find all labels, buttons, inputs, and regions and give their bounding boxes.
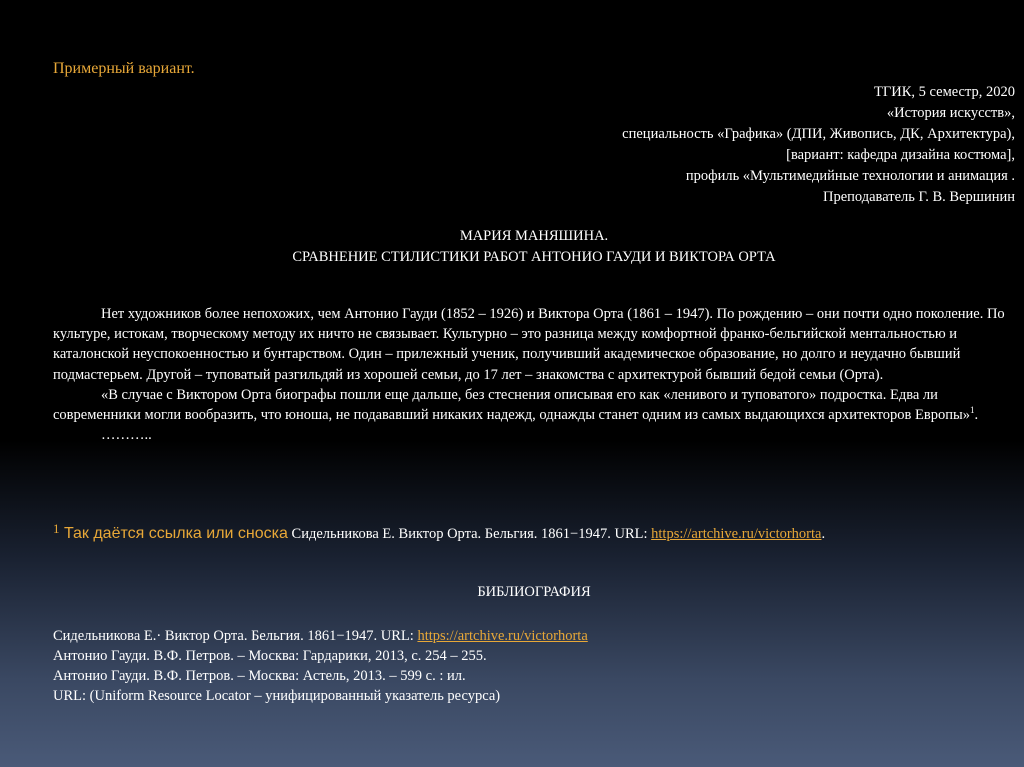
quote-paragraph (53, 385, 1015, 425)
bibliography-link[interactable]: https://artchive.ru/victorhorta (417, 628, 588, 644)
footnote-reference: 1 (969, 405, 975, 416)
course-info-line: Преподаватель Г. В. Вершинин (822, 189, 1015, 205)
course-info-line: [вариант: кафедра дизайна костюма], (786, 147, 1015, 163)
bibliography-entry (53, 626, 1015, 646)
footnote (53, 518, 1015, 545)
quote-text: «В случае с Виктором Орта биографы пошли еще дальше, без стеснения описывая его как «ленивого и туповатого» подростка. Едва ли современники могли вообразить, что юноша, не подававший никаких надежд, однажды станет одним из самых выдающихся архитекторов Европы» (53, 386, 970, 424)
footnote-text: Сидельникова Е. Виктор Орта. Бельгия. 1861−1947. URL: (287, 526, 652, 542)
bibliography-entry-text: Сидельникова Е.· Виктор Орта. Бельгия. 1861−1947. URL: (53, 628, 418, 644)
course-info (315, 82, 1015, 208)
bibliography-heading: БИБЛИОГРАФИЯ (477, 584, 591, 600)
quote-end: . (974, 407, 979, 424)
bibliography-entry: Антонио Гауди. В.Ф. Петров. – Москва: Астель, 2013. – 599 с. : ил. (53, 668, 466, 684)
document-title (53, 226, 1015, 268)
footnote-link[interactable]: https://artchive.ru/victorhorta (651, 526, 822, 542)
ellipsis: ……….. (101, 427, 152, 444)
body-text (53, 304, 1015, 445)
footnote-end: . (821, 526, 826, 542)
course-info-line: специальность «Графика» (ДПИ, Живопись, ДК, Архитектура), (622, 126, 1015, 142)
variant-label: Примерный вариант. (53, 60, 195, 77)
paragraph: Нет художников более непохожих, чем Антонио Гауди (1852 – 1926) и Виктора Орта (1861 – 1947). По рождению – они почти одно поколение. По культуре, истокам, творческому методу их ничто не связывает. Культурно – это разница между комфортной франко-бельгийской ментальностью и каталонской неуспокоенностью и бунтарством. Один – прилежный ученик, получивший академическое образование, но долго и неудачно бывший подмастерьем. Другой – туповатый разгильдяй из хорошей семьи, до 17 лет – знакомства с архитектурой бывший бедой семьи (Орта). (53, 306, 1005, 383)
course-info-line: «История искусств», (886, 105, 1015, 121)
title-topic: СРАВНЕНИЕ СТИЛИСТИКИ РАБОТ АНТОНИО ГАУДИ И ВИКТОРА ОРТА (292, 249, 776, 265)
course-info-line: ТГИК, 5 семестр, 2020 (874, 84, 1015, 100)
bibliography-entry: Антонио Гауди. В.Ф. Петров. – Москва: Гардарики, 2013, с. 254 – 255. (53, 648, 487, 664)
bibliography-entry: URL: (Uniform Resource Locator – унифицированный указатель ресурса) (53, 688, 501, 704)
footnote-lead: Так даётся ссылка или сноска (59, 525, 288, 542)
course-info-line: профиль «Мультимедийные технологии и анимация . (685, 168, 1015, 184)
bibliography-list (53, 626, 1015, 706)
title-author: МАРИЯ МАНЯШИНА. (459, 228, 609, 244)
footnote-mark: 1 (53, 521, 60, 536)
